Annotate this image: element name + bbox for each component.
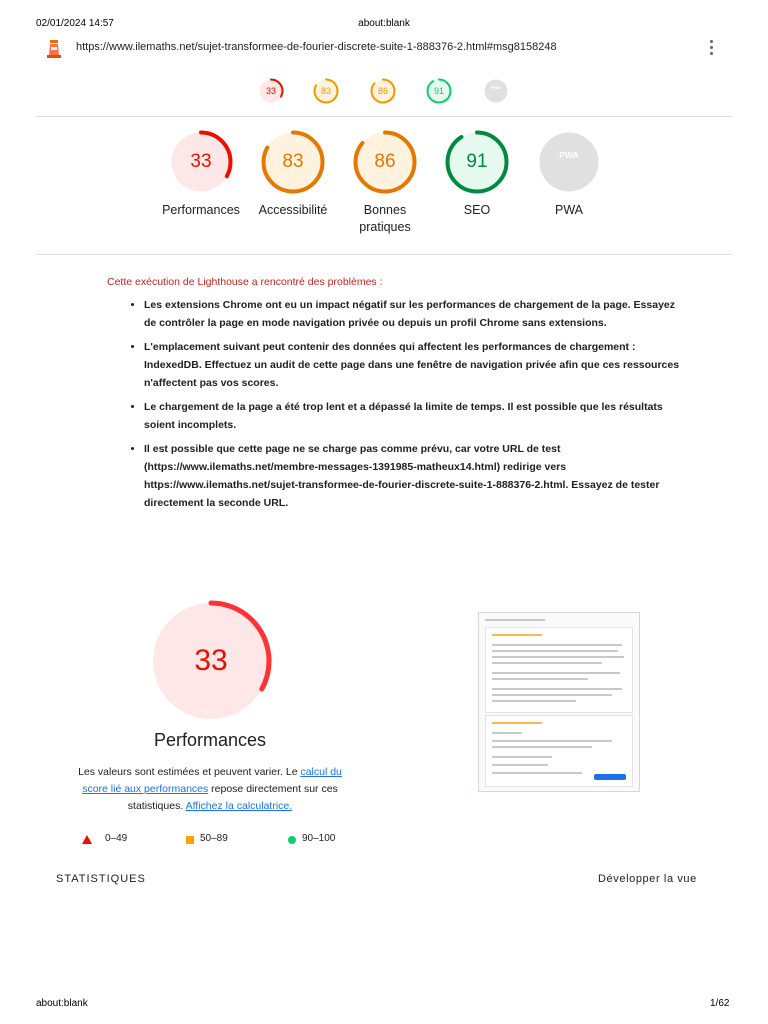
category-seo[interactable] [435, 130, 519, 219]
category-label: Performances [162, 203, 240, 217]
gauge-score: 86 [374, 151, 396, 172]
summary-score-4[interactable] [483, 78, 509, 104]
score-calc-link[interactable]: calcul du score lié aux performances [82, 766, 342, 795]
legend-pass: 90–100 [302, 833, 336, 844]
performance-gauge [146, 596, 276, 726]
gauge-score: 33 [265, 86, 276, 96]
desc-text: Les valeurs sont estimées et peuvent varier. Le [78, 766, 301, 778]
gauge-score: 33 [190, 151, 212, 172]
warning-item: • L'emplacement suivant peut contenir des données qui affectent les performances de chargement : IndexedDB. Effectuez un audit de cette page dans une fenêtre de navigation privée afin que ces ressources n'affectent pas vos scores. [144, 338, 680, 392]
address-bar[interactable] [36, 36, 732, 60]
gauge-score: 83 [320, 86, 331, 96]
category-label: Accessibilité [258, 203, 328, 217]
summary-score-2[interactable] [370, 78, 396, 104]
url-text[interactable]: https://www.ilemaths.net/sujet-transformee-de-fourier-discrete-suite-1-888376-2.html#msg8158248 [76, 41, 557, 53]
gauge-score: 91 [433, 86, 444, 96]
calculator-link[interactable]: Affichez la calculatrice. [185, 800, 293, 812]
warning-item: • Le chargement de la page a été trop lent et a dépassé la limite de temps. Il est possible que les résultats soient incomplets. [144, 398, 680, 434]
warning-item: • Il est possible que cette page ne se charge pas comme prévu, car votre URL de test (https://www.ilemaths.net/membre-messages-1391985-matheux14.html) redirige vers https://www.ilemaths.net/sujet-transformee-de-fourier-discrete-suite-1-888376-2.html. Essayez de tester directement la seconde URL. [144, 440, 680, 512]
performance-title: Performances [153, 730, 267, 750]
summary-score-3[interactable] [426, 78, 452, 104]
kebab-menu-icon[interactable] [710, 40, 714, 58]
warning-item: • Les extensions Chrome ont eu un impact négatif sur les performances de chargement de la page. Essayez de contrôler la page en mode navigation privée ou depuis un profil Chrome sans extensions. [144, 296, 680, 332]
legend-average: 50–89 [200, 833, 228, 844]
average-square-icon [186, 836, 194, 844]
expand-view-button[interactable]: Développer la vue [598, 873, 697, 885]
statistics-label: STATISTIQUES [56, 873, 146, 885]
fail-triangle-icon [82, 835, 92, 844]
category-bonnes-pratiques[interactable] [343, 130, 427, 236]
gauge-score: 91 [466, 151, 488, 172]
category-label: SEO [463, 203, 491, 217]
category-label: Bonnes pratiques [359, 203, 411, 234]
print-datetime: 02/01/2024 14:57 [36, 18, 114, 29]
warnings-title: Cette exécution de Lighthouse a rencontré des problèmes : [107, 276, 383, 288]
category-label: PWA [554, 203, 583, 217]
category-performances[interactable] [159, 130, 243, 219]
category-pwa[interactable] [527, 130, 611, 219]
performance-description [64, 764, 356, 815]
pwa-badge: PWA [491, 85, 501, 90]
performance-score: 33 [194, 644, 228, 677]
warnings-list [126, 296, 680, 518]
desc-text: repose directement sur ces statistiques. [127, 783, 338, 812]
legend-fail: 0–49 [105, 833, 128, 844]
page-screenshot-thumbnail[interactable] [478, 612, 640, 792]
footer-left: about:blank [36, 998, 88, 1009]
gauge-score: 86 [377, 86, 388, 96]
category-accessibilité[interactable] [251, 130, 335, 219]
lighthouse-icon [46, 38, 62, 58]
pwa-badge: PWA [559, 150, 579, 160]
divider [36, 254, 732, 255]
summary-score-1[interactable] [313, 78, 339, 104]
print-page-title: about:blank [358, 18, 410, 29]
pass-circle-icon [288, 836, 296, 844]
divider [36, 116, 732, 117]
gauge-score: 83 [282, 151, 304, 172]
summary-score-0[interactable] [258, 78, 284, 104]
footer-page-number: 1/62 [710, 998, 730, 1009]
